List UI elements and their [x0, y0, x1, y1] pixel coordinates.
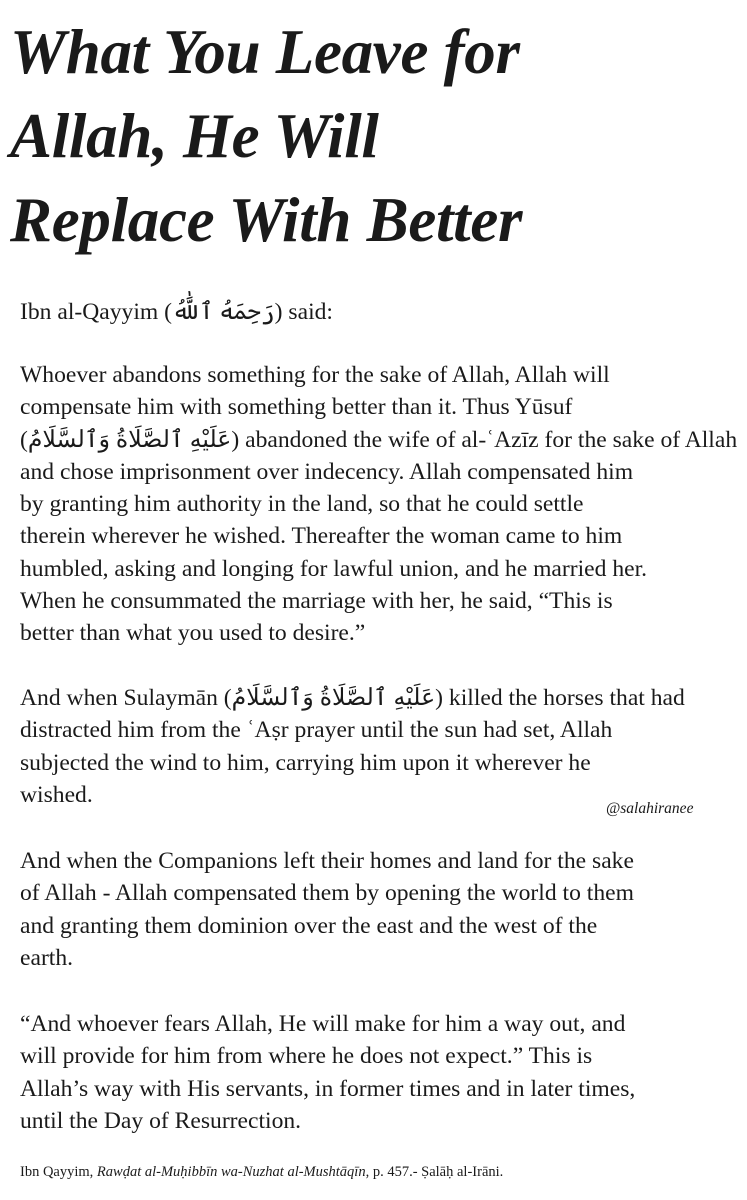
citation-rest: , p. 457.- Ṣalāḥ al-Irāni.: [365, 1164, 504, 1180]
paragraph-line: will provide for him from where he does not expect.” This is: [20, 1043, 593, 1070]
paragraph-line: “And whoever fears Allah, He will make for him a way out, and: [20, 1011, 626, 1037]
intro-line: [20, 296, 732, 328]
paragraph-line: Whoever abandons something for the sake of Allah, Allah will: [20, 362, 610, 388]
paragraph-line: humbled, asking and longing for lawful union, and he married her.: [20, 555, 648, 582]
paragraph-line: compensate him with something better than it. Thus Yūsuf: [20, 394, 573, 421]
paragraph-line: (عَلَيْهِ ٱلصَّلَاةُ وَٱلسَّلَامُ) abandoned the wife of al-ʿAzīz for the sake of Allah: [20, 426, 738, 453]
paragraph-line: and chose imprisonment over indecency. Allah compensated him: [20, 458, 634, 485]
citation-work: Rawḍat al-Muḥibbīn wa-Nuzhat al-Mushtāqīn: [96, 1164, 366, 1180]
paragraph-line: until the Day of Resurrection.: [20, 1107, 302, 1134]
citation-author: Ibn Qayyim,: [20, 1164, 97, 1180]
paragraph-line: better than what you used to desire.”: [20, 620, 366, 647]
paragraph-yusuf: [20, 359, 738, 650]
paragraph-line: earth.: [20, 944, 74, 971]
watermark-handle: @salahiranee: [606, 800, 694, 817]
title-line: Allah, He Will: [10, 101, 379, 171]
paragraph-line: When he consummated the marriage with her, he said, “This is: [20, 588, 613, 615]
paragraph-line: by granting him authority in the land, so that he could settle: [20, 491, 584, 518]
paragraph-line: distracted him from the ʿAṣr prayer until the sun had set, Allah: [20, 717, 613, 744]
paragraph-line: And when Sulaymān (عَلَيْهِ ٱلصَّلَاةُ وَٱلسَّلَامُ) killed the horses that had: [20, 685, 685, 711]
paragraph-sulayman: [20, 682, 732, 811]
paragraph-companions: [20, 845, 732, 974]
paragraph-line: wished.: [20, 781, 93, 808]
title-line: Replace With Better: [10, 185, 523, 255]
intro-text: Ibn al-Qayyim (رَحِمَهُ ٱللَّٰهُ) said:: [20, 299, 333, 325]
page-title: [10, 10, 740, 262]
paragraph-line: subjected the wind to him, carrying him upon it wherever he: [20, 749, 591, 776]
paragraph-line: Allah’s way with His servants, in former times and in later times,: [20, 1075, 636, 1102]
paragraph-line: therein wherever he wished. Thereafter the woman came to him: [20, 523, 623, 550]
paragraph-line: And when the Companions left their homes and land for the sake: [20, 848, 634, 874]
title-line: What You Leave for: [10, 17, 520, 87]
paragraph-line: of Allah - Allah compensated them by opening the world to them: [20, 880, 634, 907]
source-citation: [20, 1164, 503, 1181]
paragraph-line: and granting them dominion over the east and the west of the: [20, 912, 598, 939]
paragraph-quote: [20, 1008, 732, 1137]
